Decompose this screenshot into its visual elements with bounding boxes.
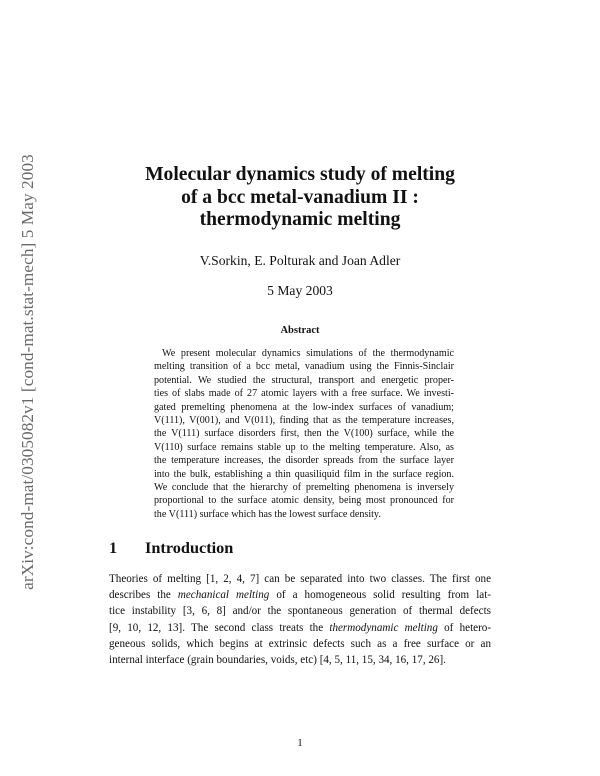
section-title: Introduction (145, 538, 234, 557)
abstract-heading: Abstract (280, 325, 320, 336)
text-run: [9, 10, 12, 13]. The second class treats the (109, 621, 330, 634)
abstract-text (154, 347, 454, 521)
body-line: tice instability [3, 6, 8] and/or the spontaneous generation of thermal defects (109, 605, 491, 618)
abstract-line: gated premelting phenomena at the low-index surfaces of vanadium; (154, 401, 454, 413)
abstract-line: We conclude that the hierarchy of premelting phenomena is inversely (154, 482, 454, 494)
body-line (109, 587, 491, 603)
introduction-paragraph (109, 571, 491, 668)
abstract-line: potential. We studied the structural, transport and energetic proper- (154, 374, 454, 386)
title-line: thermodynamic melting (199, 209, 401, 230)
section-number: 1 (109, 538, 118, 557)
arxiv-identifier-stamp: arXiv:cond-mat/0305082v1 [cond-mat.stat-mech] 5 May 2003 (18, 154, 37, 590)
page-number: 1 (297, 737, 303, 749)
abstract-line: proportional to the surface atomic density, being most pronounced for (154, 495, 454, 507)
title-line: of a bcc metal-vanadium II : (181, 186, 419, 208)
body-line: geneous solids, which begins at extrinsic defects such as a free surface or an (109, 637, 491, 650)
paper-title (108, 164, 492, 232)
body-line: Theories of melting [1, 2, 4, 7] can be separated into two classes. The first one (109, 573, 491, 585)
abstract-line: We present molecular dynamics simulations of the thermodynamic (162, 348, 454, 359)
body-line: internal interface (grain boundaries, voids, etc) [4, 5, 11, 15, 34, 16, 17, 26]. (109, 654, 446, 667)
text-run: describes the (109, 589, 178, 602)
author-list: V.Sorkin, E. Polturak and Joan Adler (199, 253, 401, 268)
abstract-line: ties of slabs made of 27 atomic layers with a free surface. We investi- (154, 388, 454, 400)
title-line: Molecular dynamics study of melting (145, 164, 455, 185)
abstract-line: the V(111) surface disorders first, then the V(100) surface, while the (154, 428, 454, 440)
publication-date: 5 May 2003 (267, 283, 333, 298)
emphasized-term: mechanical melting (177, 589, 270, 602)
section-heading (109, 538, 233, 558)
text-run: of a homogeneous solid resulting from lat- (269, 589, 491, 602)
abstract-line: into the bulk, establishing a thin quasiliquid film in the surface region. (154, 468, 454, 480)
abstract-line: the temperature increases, the disorder spreads from the surface layer (154, 455, 454, 467)
abstract-line: V(111), V(001), and V(011), finding that as the temperature increases, (154, 415, 454, 427)
body-line (109, 620, 491, 636)
abstract-line: V(110) surface remains stable up to the melting temperature. Also, as (154, 441, 454, 453)
abstract-line: melting transition of a bcc metal, vanadium using the Finnis-Sinclair (154, 361, 454, 373)
abstract-line: the V(111) surface which has the lowest surface density. (154, 508, 381, 520)
text-run: of hetero- (437, 621, 492, 634)
emphasized-term: thermodynamic melting (329, 621, 438, 634)
